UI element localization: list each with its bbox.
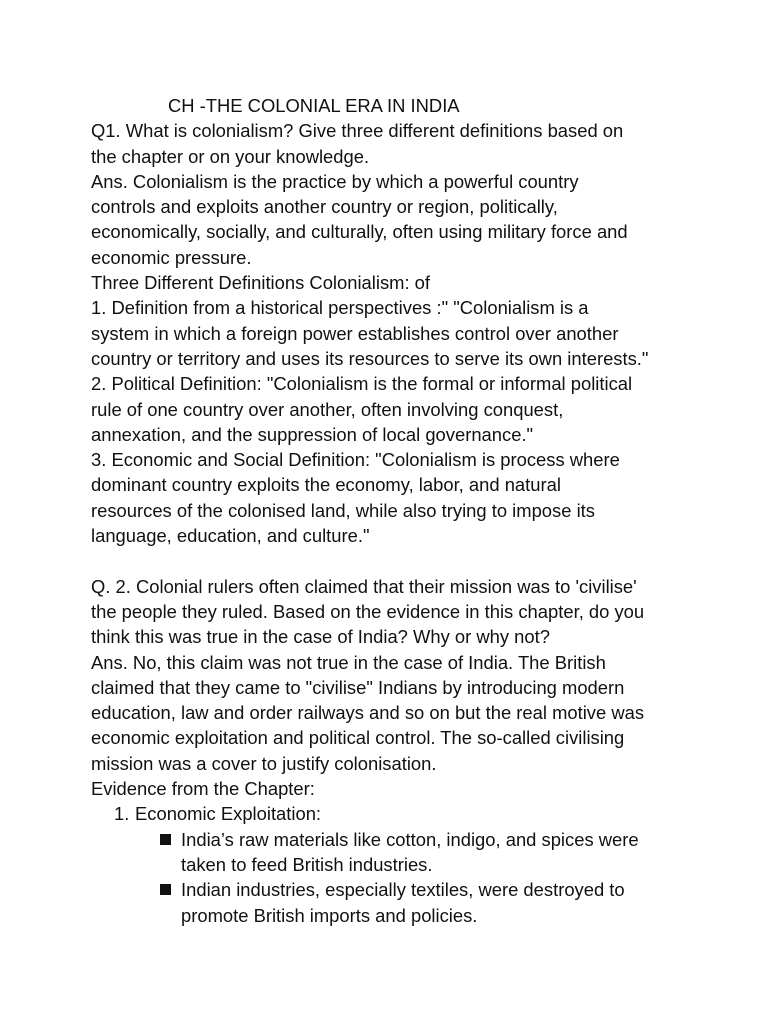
list-item-label: Economic Exploitation:	[135, 803, 322, 825]
numbered-list-item	[91, 801, 691, 826]
bullet-line: India’s raw materials like cotton, indigo, and spices were	[181, 828, 639, 850]
bullet-line: promote British imports and policies.	[181, 904, 478, 926]
definition-1-line: country or territory and uses its resources to serve its own interests."	[91, 347, 649, 369]
definition-3-line: dominant country exploits the economy, labor, and natural	[91, 474, 561, 496]
definition-1	[91, 295, 691, 371]
definition-3-line: language, education, and culture."	[91, 525, 370, 547]
bullet-line: taken to feed British industries.	[181, 853, 433, 875]
definition-2	[91, 371, 691, 447]
bullet-line: Indian industries, especially textiles, were destroyed to	[181, 879, 625, 901]
q2-answer-line: Ans. No, this claim was not true in the case of India. The British	[91, 651, 606, 673]
q1-answer-line: economic pressure.	[91, 246, 252, 268]
list-number: 1.	[114, 803, 130, 825]
bullet-item-raw-materials	[91, 827, 691, 878]
q1-question-line: Q1. What is colonialism? Give three different definitions based on	[91, 120, 624, 142]
q2-question-line: think this was true in the case of India? Why or why not?	[91, 626, 550, 648]
q1-answer	[91, 169, 691, 270]
definition-1-line: 1. Definition from a historical perspectives :" "Colonialism is a	[91, 297, 589, 319]
bullet-item-industries	[91, 877, 691, 928]
q2-answer-line: claimed that they came to "civilise" Indians by introducing modern	[91, 676, 625, 698]
definition-3	[91, 447, 691, 548]
paragraph-spacer	[91, 548, 691, 573]
page-title: CH -THE COLONIAL ERA IN INDIA	[168, 95, 460, 116]
definition-3-line: resources of the colonised land, while also trying to impose its	[91, 499, 595, 521]
definition-2-line: annexation, and the suppression of local governance."	[91, 423, 534, 445]
q2-answer	[91, 650, 691, 776]
square-bullet-icon	[160, 834, 171, 845]
definition-2-line: rule of one country over another, often involving conquest,	[91, 398, 564, 420]
q2-question-line: Q. 2. Colonial rulers often claimed that their mission was to 'civilise'	[91, 575, 637, 597]
q1-answer-line: controls and exploits another country or region, politically,	[91, 196, 558, 218]
definition-1-line: system in which a foreign power establishes control over another	[91, 322, 619, 344]
square-bullet-icon	[160, 884, 171, 895]
definition-3-line: 3. Economic and Social Definition: "Colonialism is process where	[91, 449, 620, 471]
q1-answer-line: Ans. Colonialism is the practice by which a powerful country	[91, 170, 579, 192]
q1-question-line: the chapter or on your knowledge.	[91, 145, 370, 167]
document-page	[91, 93, 691, 928]
q2-answer-line: mission was a cover to justify colonisation.	[91, 752, 437, 774]
q2-answer-line: economic exploitation and political control. The so-called civilising	[91, 727, 625, 749]
q2-answer-line: education, law and order railways and so on but the real motive was	[91, 702, 645, 724]
definitions-heading: Three Different Definitions Colonialism: of	[91, 272, 431, 294]
q2-question-line: the people they ruled. Based on the evidence in this chapter, do you	[91, 600, 645, 622]
evidence-heading: Evidence from the Chapter:	[91, 778, 315, 800]
q1-answer-line: economically, socially, and culturally, often using military force and	[91, 221, 628, 243]
q1-question	[91, 118, 691, 169]
q2-question	[91, 574, 691, 650]
definition-2-line: 2. Political Definition: "Colonialism is the formal or informal political	[91, 373, 633, 395]
